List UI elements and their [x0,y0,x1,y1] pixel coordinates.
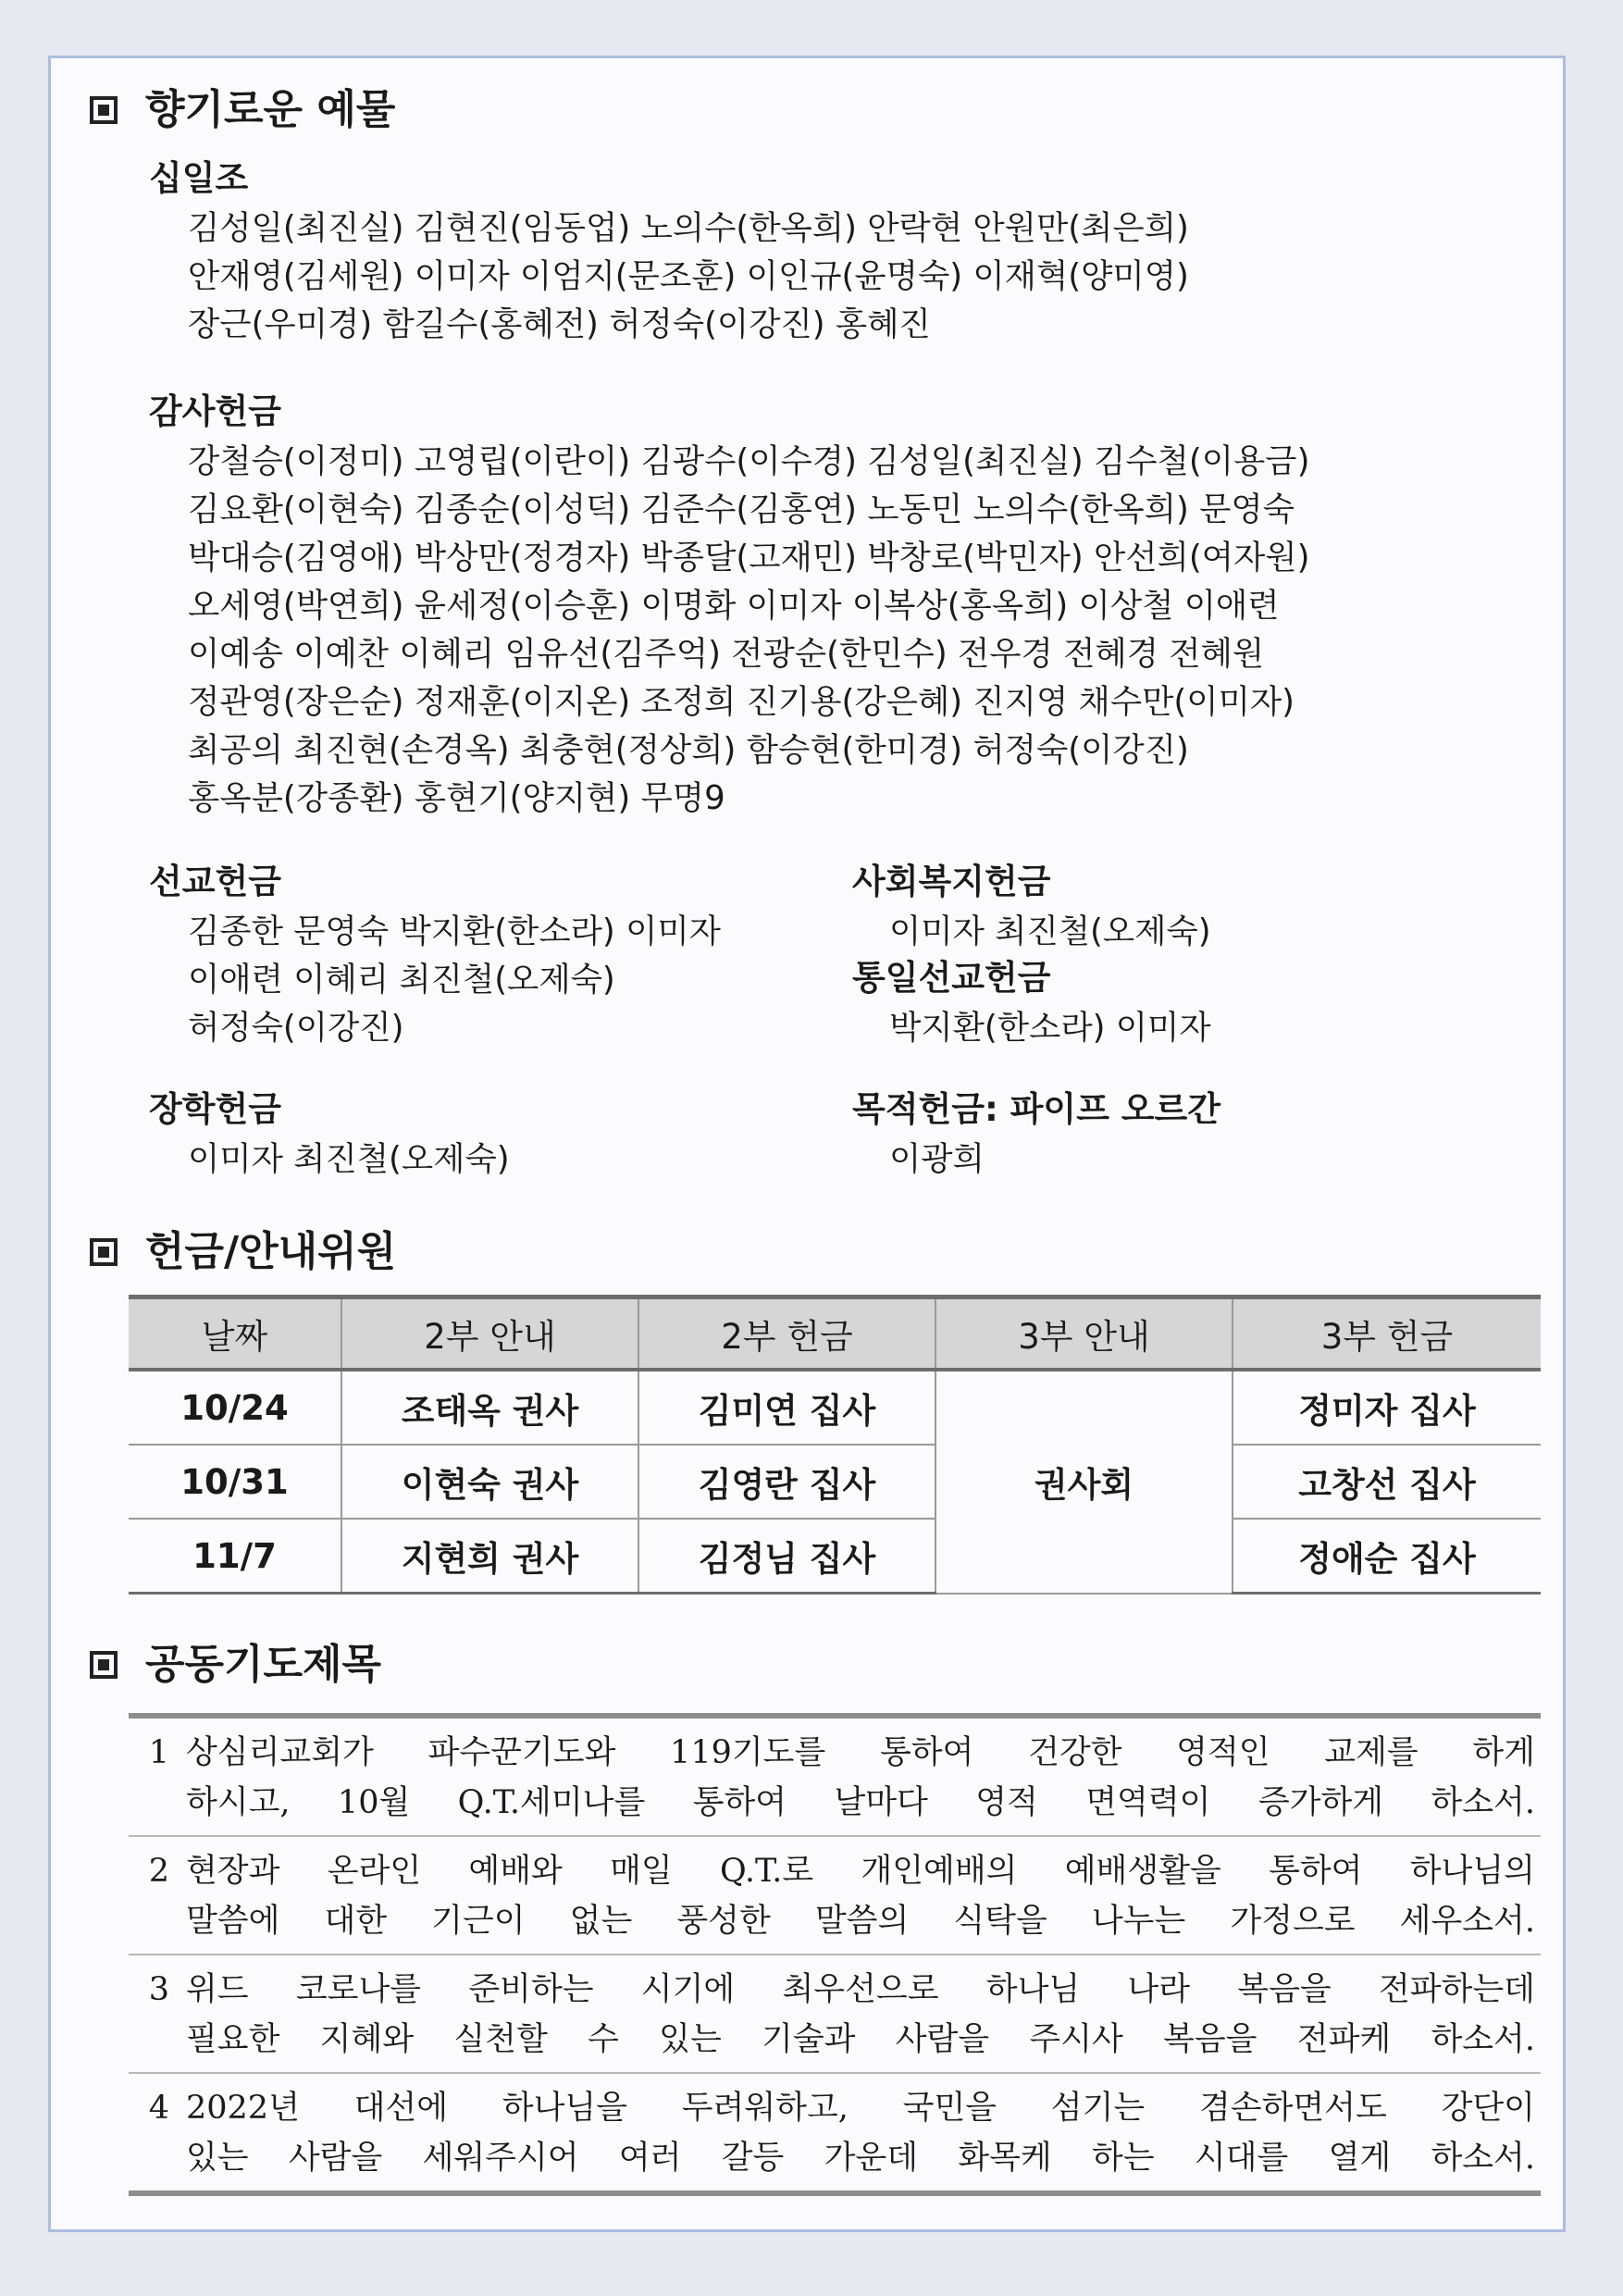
prayer-section-title: 공동기도제목 [90,1639,381,1691]
thanks-names [188,438,1309,823]
name-line: 정관영(장은순) 정재훈(이지온) 조정희 진기용(강은혜) 진지영 채수만(이미자) [188,683,1295,721]
name-line: 박대승(김영애) 박상만(정경자) 박종달(고재민) 박창로(박민자) 안선희(여자원) [188,539,1310,577]
square-bullet-icon [90,1651,118,1679]
name-line: 이광희 [889,1140,985,1178]
item-number: 2 [148,1853,169,1890]
item-number: 3 [148,1971,169,2008]
offerings-section-title: 향기로운 예물 [90,84,395,136]
name-line: 김요환(이현숙) 김종순(이성덕) 김준수(김홍연) 노동민 노의수(한옥희) 문영숙 [188,490,1295,528]
name-line: 박지환(한소라) 이미자 [889,1009,1211,1047]
square-bullet-icon [90,1238,118,1266]
table-row [129,1445,1541,1519]
name-line: 허정숙(이강진) [188,1009,404,1047]
cell-date: 11/7 [129,1519,341,1594]
cell-offer3: 정미자 집사 [1233,1370,1541,1445]
header-guide3: 3부 안내 [935,1297,1233,1371]
table-row [129,1370,1541,1445]
cell-offer2: 김미연 집사 [638,1370,935,1445]
item-text: 위드 코로나를 준비하는 시기에 최우선으로 하나님 나라 복음을 전파하는데 필요한 지혜와 실천할 수 있는 기술과 사람을 주시사 복음을 전파케 하소서. [186,1971,1535,2058]
name-line: 김종한 문영숙 박지환(한소라) 이미자 [188,912,721,950]
welfare-heading: 사회복지헌금 [852,862,1051,901]
scholarship-names [188,1136,510,1184]
purpose-heading: 목적헌금: 파이프 오르간 [852,1089,1220,1129]
item-text: 현장과 온라인 예배와 매일 Q.T.로 개인예배의 예배생활을 통하여 하나님의 말씀에 대한 기근이 없는 풍성한 말씀의 식탁을 나누는 가정으로 세우소서. [186,1853,1535,1940]
name-line: 이미자 최진철(오제숙) [188,1140,510,1178]
table-row [129,1519,1541,1594]
purpose-names [889,1136,985,1184]
item-text: 2022년 대선에 하나님을 두려워하고, 국민을 섬기는 겸손하면서도 강단이 있는 사람을 세워주시어 여러 갈등 가운데 화목케 하는 시대를 열게 하소서. [186,2090,1535,2177]
square-bullet-icon [90,96,118,124]
table-header-row [129,1297,1541,1371]
list-item [129,2074,1541,2191]
cell-guide3: 권사회 [935,1370,1233,1594]
header-date: 날짜 [129,1297,341,1371]
name-line: 안재영(김세원) 이미자 이엄지(문조훈) 이인규(윤명숙) 이재혁(양미영) [188,257,1189,295]
tithe-heading: 십일조 [149,158,249,198]
name-line: 강철승(이정미) 고영립(이란이) 김광수(이수경) 김성일(최진실) 김수철(이용금) [188,442,1310,480]
duty-section-title: 헌금/안내위원 [90,1226,396,1278]
name-line: 장근(우미경) 함길수(홍혜전) 허정숙(이강진) 홍혜진 [188,305,931,343]
scholarship-heading: 장학헌금 [149,1089,281,1129]
item-number: 1 [148,1734,169,1771]
cell-offer3: 정애순 집사 [1233,1519,1541,1594]
unification-names [889,1004,1211,1052]
item-number: 4 [148,2090,169,2127]
cell-date: 10/24 [129,1370,341,1445]
item-text: 상심리교회가 파수꾼기도와 119기도를 통하여 건강한 영적인 교제를 하게 하시고, 10월 Q.T.세미나를 통하여 날마다 영적 면역력이 증가하게 하소서. [186,1734,1535,1821]
name-line: 이미자 최진철(오제숙) [889,912,1211,950]
cell-date: 10/31 [129,1445,341,1519]
bulletin-page [48,56,1566,2232]
mission-names [188,908,721,1052]
cell-offer2: 김정님 집사 [638,1519,935,1594]
cell-offer2: 김영란 집사 [638,1445,935,1519]
name-line: 김성일(최진실) 김현진(임동업) 노의수(한옥희) 안락현 안원만(최은희) [188,209,1189,247]
list-item [129,1837,1541,1955]
cell-guide2: 조태옥 권사 [341,1370,638,1445]
welfare-names [889,908,1211,956]
mission-heading: 선교헌금 [149,862,281,901]
unification-heading: 통일선교헌금 [852,958,1051,998]
list-item [129,1955,1541,2074]
thanks-heading: 감사헌금 [149,391,281,431]
name-line: 이예송 이예찬 이혜리 임유선(김주억) 전광순(한민수) 전우경 전혜경 전혜원 [188,635,1265,673]
header-guide2: 2부 안내 [341,1297,638,1371]
name-line: 오세영(박연희) 윤세정(이승훈) 이명화 이미자 이복상(홍옥희) 이상철 이애련 [188,587,1280,625]
cell-guide2: 이현숙 권사 [341,1445,638,1519]
list-item [129,1719,1541,1837]
duty-table [129,1295,1541,1595]
name-line: 홍옥분(강종환) 홍현기(양지현) 무명9 [188,779,725,817]
tithe-names [188,205,1189,349]
name-line: 최공의 최진현(손경옥) 최충현(정상희) 함승현(한미경) 허정숙(이강진) [188,731,1189,769]
cell-guide2: 지현희 권사 [341,1519,638,1594]
name-line: 이애련 이혜리 최진철(오제숙) [188,961,615,999]
header-offer2: 2부 헌금 [638,1297,935,1371]
header-offer3: 3부 헌금 [1233,1297,1541,1371]
prayer-list [129,1713,1541,2196]
cell-offer3: 고창선 집사 [1233,1445,1541,1519]
